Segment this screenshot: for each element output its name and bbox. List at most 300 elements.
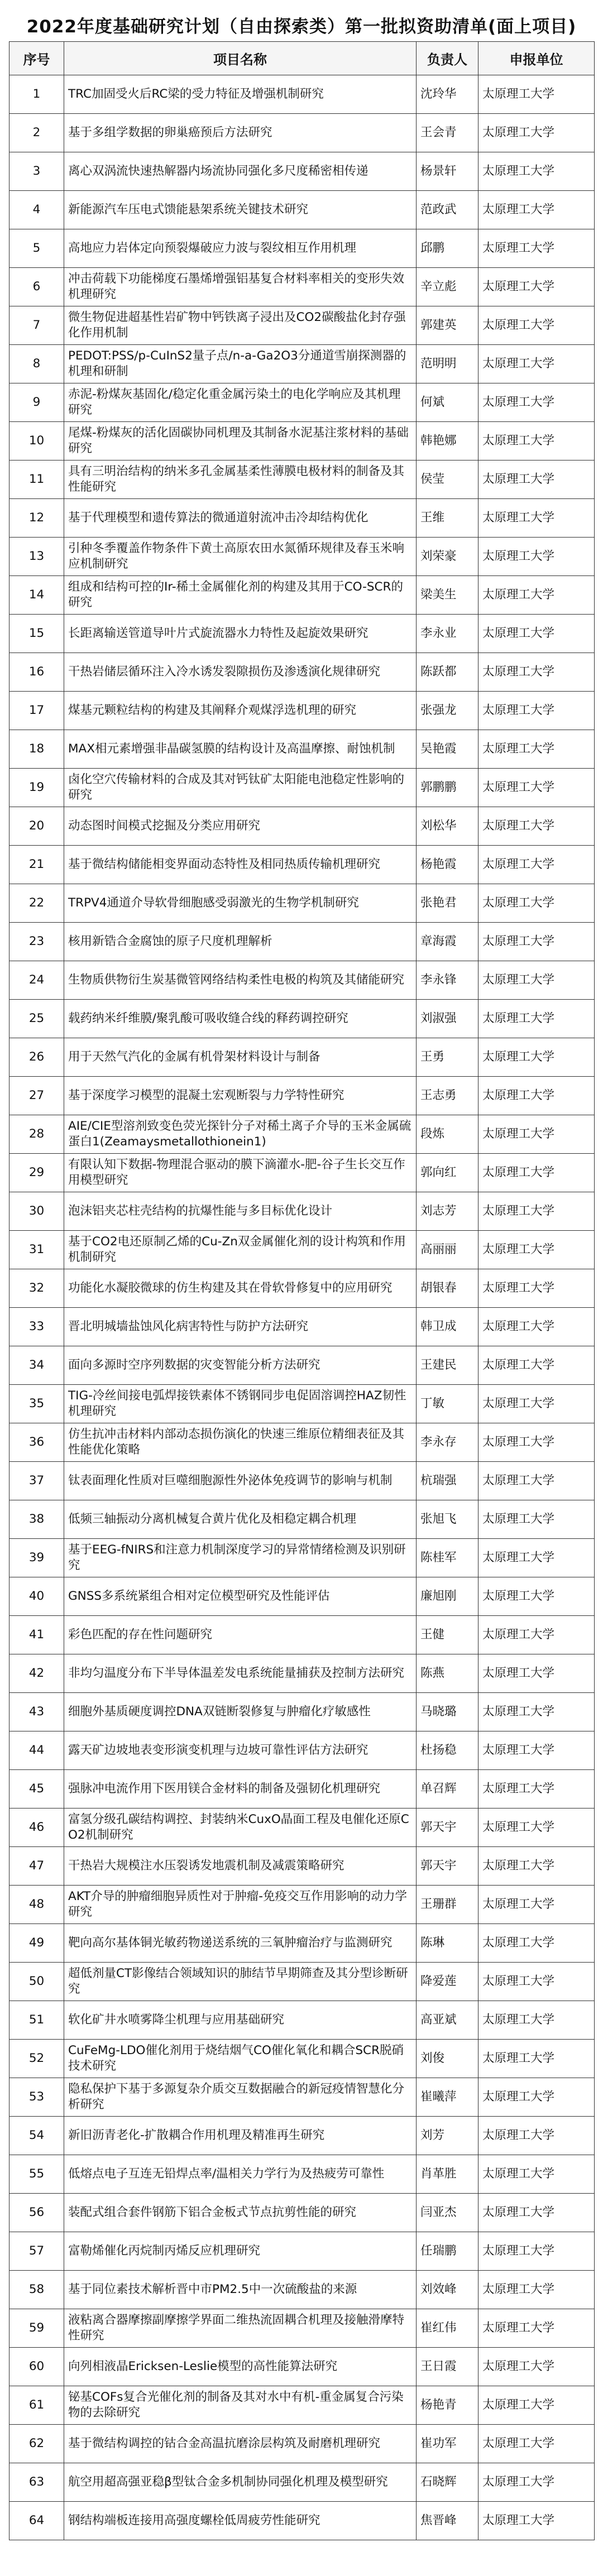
project-name-cell: 软化矿井水喷雾降尘机理与应用基础研究 (64, 2001, 417, 2040)
applicant-unit-cell: 太原理工大学 (478, 615, 595, 653)
table-row (9, 1770, 595, 1809)
table-row (9, 1654, 595, 1693)
table-row (9, 268, 595, 306)
table-body (9, 75, 595, 2540)
header-applicant-unit: 申报单位 (478, 42, 595, 75)
project-name-cell: 赤泥-粉煤灰基固化/稳定化重金属污染土的电化学响应及其机理研究 (64, 383, 417, 422)
applicant-unit-cell: 太原理工大学 (478, 229, 595, 268)
table-row (9, 1192, 595, 1231)
applicant-unit-cell: 太原理工大学 (478, 807, 595, 846)
applicant-unit-cell: 太原理工大学 (478, 422, 595, 460)
serial-number-cell: 61 (9, 2386, 64, 2425)
person-in-charge-cell: 高丽丽 (417, 1231, 478, 1269)
project-name-cell: 露天矿边坡地表变形演变机理与边坡可靠性评估方法研究 (64, 1731, 417, 1770)
project-name-cell: 泡沫铝夹芯柱壳结构的抗爆性能与多目标优化设计 (64, 1192, 417, 1231)
table-row (9, 846, 595, 884)
table-row (9, 75, 595, 114)
table-row (9, 2309, 595, 2348)
table-row (9, 1154, 595, 1192)
table-row (9, 2078, 595, 2117)
project-name-cell: CuFeMg-LDO催化剂用于烧结烟气CO催化氧化和耦合SCR脱硝技术研究 (64, 2040, 417, 2078)
table-row (9, 306, 595, 345)
table-row (9, 1115, 595, 1154)
applicant-unit-cell: 太原理工大学 (478, 1462, 595, 1500)
person-in-charge-cell: 高亚斌 (417, 2001, 478, 2040)
project-name-cell: 用于天然气汽化的金属有机骨架材料设计与制备 (64, 1038, 417, 1077)
applicant-unit-cell: 太原理工大学 (478, 1192, 595, 1231)
person-in-charge-cell: 杨艳霞 (417, 846, 478, 884)
table-row (9, 1385, 595, 1423)
serial-number-cell: 4 (9, 191, 64, 229)
serial-number-cell: 7 (9, 306, 64, 345)
project-name-cell: 航空用超高强亚稳β型钛合金多机制协同强化机理及模型研究 (64, 2463, 417, 2502)
table-row (9, 653, 595, 692)
person-in-charge-cell: 李永存 (417, 1423, 478, 1462)
person-in-charge-cell: 王维 (417, 499, 478, 538)
project-name-cell: 基于多组学数据的卵巢癌预后方法研究 (64, 114, 417, 152)
serial-number-cell: 5 (9, 229, 64, 268)
serial-number-cell: 31 (9, 1231, 64, 1269)
serial-number-cell: 46 (9, 1809, 64, 1847)
applicant-unit-cell: 太原理工大学 (478, 2463, 595, 2502)
serial-number-cell: 47 (9, 1847, 64, 1886)
table-row (9, 961, 595, 1000)
project-name-cell: 载药纳米纤维膜/聚乳酸可吸收缝合线的释药调控研究 (64, 1000, 417, 1038)
project-name-cell: 长距离输送管道导叶片式旋流器水力特性及起旋效果研究 (64, 615, 417, 653)
applicant-unit-cell: 太原理工大学 (478, 152, 595, 191)
applicant-unit-cell: 太原理工大学 (478, 1115, 595, 1154)
table-row (9, 576, 595, 615)
person-in-charge-cell: 杨景轩 (417, 152, 478, 191)
header-serial-number: 序号 (9, 42, 64, 75)
table-row (9, 460, 595, 499)
serial-number-cell: 35 (9, 1385, 64, 1423)
serial-number-cell: 32 (9, 1269, 64, 1308)
project-name-cell: 向列相液晶Ericksen-Leslie模型的高性能算法研究 (64, 2348, 417, 2386)
person-in-charge-cell: 崔功军 (417, 2425, 478, 2463)
project-name-cell: 微生物促进超基性岩矿物中钙铁离子浸出及CO2碳酸盐化封存强化作用机制 (64, 306, 417, 345)
serial-number-cell: 40 (9, 1577, 64, 1616)
project-name-cell: 隐私保护下基于多源复杂介质交互数据融合的新冠疫情智慧化分析研究 (64, 2078, 417, 2117)
project-name-cell: TRC加固受火后RC梁的受力特征及增强机制研究 (64, 75, 417, 114)
table-row (9, 1886, 595, 1924)
serial-number-cell: 59 (9, 2309, 64, 2348)
serial-number-cell: 43 (9, 1693, 64, 1731)
person-in-charge-cell: 范明明 (417, 345, 478, 383)
applicant-unit-cell: 太原理工大学 (478, 499, 595, 538)
person-in-charge-cell: 梁美生 (417, 576, 478, 615)
project-name-cell: 冲击荷载下功能梯度石墨烯增强铝基复合材料率相关的变形失效机理研究 (64, 268, 417, 306)
person-in-charge-cell: 廉旭刚 (417, 1577, 478, 1616)
person-in-charge-cell: 杜扬稳 (417, 1731, 478, 1770)
person-in-charge-cell: 肖革胜 (417, 2155, 478, 2194)
applicant-unit-cell: 太原理工大学 (478, 2194, 595, 2232)
table-row (9, 1346, 595, 1385)
table-row (9, 1924, 595, 1963)
table-row (9, 1693, 595, 1731)
project-name-cell: 基于微结构调控的钴合金高温抗磨涂层构筑及耐磨机理研究 (64, 2425, 417, 2463)
serial-number-cell: 38 (9, 1500, 64, 1539)
serial-number-cell: 39 (9, 1539, 64, 1577)
person-in-charge-cell: 沈玲华 (417, 75, 478, 114)
serial-number-cell: 53 (9, 2078, 64, 2117)
serial-number-cell: 41 (9, 1616, 64, 1654)
project-name-cell: 钛表面理化性质对巨噬细胞源性外泌体免疫调节的影响与机制 (64, 1462, 417, 1500)
applicant-unit-cell: 太原理工大学 (478, 769, 595, 807)
applicant-unit-cell: 太原理工大学 (478, 653, 595, 692)
applicant-unit-cell: 太原理工大学 (478, 730, 595, 769)
serial-number-cell: 34 (9, 1346, 64, 1385)
applicant-unit-cell: 太原理工大学 (478, 2078, 595, 2117)
serial-number-cell: 45 (9, 1770, 64, 1809)
table-row (9, 2463, 595, 2502)
person-in-charge-cell: 何斌 (417, 383, 478, 422)
table-row (9, 499, 595, 538)
serial-number-cell: 21 (9, 846, 64, 884)
applicant-unit-cell: 太原理工大学 (478, 1500, 595, 1539)
project-name-cell: 面向多源时空序列数据的灾变智能分析方法研究 (64, 1346, 417, 1385)
table-row (9, 1423, 595, 1462)
applicant-unit-cell: 太原理工大学 (478, 846, 595, 884)
table-row (9, 1539, 595, 1577)
serial-number-cell: 58 (9, 2271, 64, 2309)
serial-number-cell: 57 (9, 2232, 64, 2271)
serial-number-cell: 62 (9, 2425, 64, 2463)
project-name-cell: 富氢分级孔碳结构调控、封装纳米CuxO晶面工程及电催化还原CO2机制研究 (64, 1809, 417, 1847)
serial-number-cell: 63 (9, 2463, 64, 2502)
applicant-unit-cell: 太原理工大学 (478, 2348, 595, 2386)
applicant-unit-cell: 太原理工大学 (478, 884, 595, 923)
table-row (9, 2001, 595, 2040)
table-row (9, 345, 595, 383)
person-in-charge-cell: 王建民 (417, 1346, 478, 1385)
person-in-charge-cell: 陈琳 (417, 1924, 478, 1963)
serial-number-cell: 44 (9, 1731, 64, 1770)
project-name-cell: 尾煤-粉煤灰的活化固碳协同机理及其制备水泥基注浆材料的基础研究 (64, 422, 417, 460)
person-in-charge-cell: 刘芳 (417, 2117, 478, 2155)
project-name-cell: 晋北明城墙盐蚀风化病害特性与防护方法研究 (64, 1308, 417, 1346)
project-name-cell: 动态图时间模式挖掘及分类应用研究 (64, 807, 417, 846)
table-row (9, 1308, 595, 1346)
applicant-unit-cell: 太原理工大学 (478, 923, 595, 961)
project-name-cell: TIG-冷丝间接电弧焊接铁素体不锈钢同步电促固溶调控HAZ韧性机理研究 (64, 1385, 417, 1423)
header-project-name: 项目名称 (64, 42, 417, 75)
table-row (9, 114, 595, 152)
table-row (9, 383, 595, 422)
project-name-cell: 离心双涡流快速热解器内场流协同强化多尺度稀密相传递 (64, 152, 417, 191)
applicant-unit-cell: 太原理工大学 (478, 1577, 595, 1616)
person-in-charge-cell: 段炼 (417, 1115, 478, 1154)
applicant-unit-cell: 太原理工大学 (478, 576, 595, 615)
applicant-unit-cell: 太原理工大学 (478, 1385, 595, 1423)
person-in-charge-cell: 崔红伟 (417, 2309, 478, 2348)
table-row (9, 229, 595, 268)
serial-number-cell: 25 (9, 1000, 64, 1038)
serial-number-cell: 14 (9, 576, 64, 615)
table-row (9, 1963, 595, 2001)
project-name-cell: 基于代理模型和遗传算法的微通道射流冲击冷却结构优化 (64, 499, 417, 538)
table-row (9, 1038, 595, 1077)
serial-number-cell: 11 (9, 460, 64, 499)
header-person-in-charge: 负责人 (417, 42, 478, 75)
table-row (9, 1500, 595, 1539)
applicant-unit-cell: 太原理工大学 (478, 1924, 595, 1963)
applicant-unit-cell: 太原理工大学 (478, 383, 595, 422)
applicant-unit-cell: 太原理工大学 (478, 1886, 595, 1924)
table-row (9, 2425, 595, 2463)
serial-number-cell: 16 (9, 653, 64, 692)
project-name-cell: 超低剂量CT影像结合领域知识的肺结节早期筛查及其分型诊断研究 (64, 1963, 417, 2001)
serial-number-cell: 55 (9, 2155, 64, 2194)
applicant-unit-cell: 太原理工大学 (478, 1616, 595, 1654)
person-in-charge-cell: 王日霞 (417, 2348, 478, 2386)
person-in-charge-cell: 郭天宇 (417, 1809, 478, 1847)
serial-number-cell: 1 (9, 75, 64, 114)
serial-number-cell: 26 (9, 1038, 64, 1077)
serial-number-cell: 20 (9, 807, 64, 846)
table-row (9, 1269, 595, 1308)
table-row (9, 1731, 595, 1770)
applicant-unit-cell: 太原理工大学 (478, 2386, 595, 2425)
serial-number-cell: 8 (9, 345, 64, 383)
table-row (9, 2194, 595, 2232)
table-row (9, 1077, 595, 1115)
serial-number-cell: 54 (9, 2117, 64, 2155)
person-in-charge-cell: 胡银春 (417, 1269, 478, 1308)
person-in-charge-cell: 韩艳娜 (417, 422, 478, 460)
person-in-charge-cell: 杭瑞强 (417, 1462, 478, 1500)
project-name-cell: 仿生抗冲击材料内部动态损伤演化的快速三维原位精细表征及其性能优化策略 (64, 1423, 417, 1462)
applicant-unit-cell: 太原理工大学 (478, 1077, 595, 1115)
applicant-unit-cell: 太原理工大学 (478, 191, 595, 229)
person-in-charge-cell: 王健 (417, 1616, 478, 1654)
person-in-charge-cell: 丁敏 (417, 1385, 478, 1423)
applicant-unit-cell: 太原理工大学 (478, 345, 595, 383)
applicant-unit-cell: 太原理工大学 (478, 2117, 595, 2155)
applicant-unit-cell: 太原理工大学 (478, 2232, 595, 2271)
applicant-unit-cell: 太原理工大学 (478, 1308, 595, 1346)
applicant-unit-cell: 太原理工大学 (478, 1154, 595, 1192)
applicant-unit-cell: 太原理工大学 (478, 2271, 595, 2309)
project-name-cell: 高地应力岩体定向预裂爆破应力波与裂纹相互作用机理 (64, 229, 417, 268)
table-row (9, 2232, 595, 2271)
serial-number-cell: 6 (9, 268, 64, 306)
serial-number-cell: 30 (9, 1192, 64, 1231)
applicant-unit-cell: 太原理工大学 (478, 1809, 595, 1847)
table-row (9, 2040, 595, 2078)
project-name-cell: 基于同位素技术解析晋中市PM2.5中一次硫酸盐的来源 (64, 2271, 417, 2309)
project-name-cell: 新能源汽车压电式馈能悬架系统关键技术研究 (64, 191, 417, 229)
project-name-cell: 组成和结构可控的Ir-稀土金属催化剂的构建及其用于CO-SCR的研究 (64, 576, 417, 615)
funding-list-table (9, 41, 595, 2540)
person-in-charge-cell: 崔曦萍 (417, 2078, 478, 2117)
table-row (9, 2348, 595, 2386)
serial-number-cell: 28 (9, 1115, 64, 1154)
project-name-cell: 细胞外基质硬度调控DNA双链断裂修复与肿瘤化疗敏感性 (64, 1693, 417, 1731)
project-name-cell: GNSS多系统紧组合相对定位模型研究及性能评估 (64, 1577, 417, 1616)
project-name-cell: 低频三轴振动分离机械复合黄片优化及相稳定耦合机理 (64, 1500, 417, 1539)
table-row (9, 2502, 595, 2540)
serial-number-cell: 12 (9, 499, 64, 538)
serial-number-cell: 49 (9, 1924, 64, 1963)
applicant-unit-cell: 太原理工大学 (478, 1231, 595, 1269)
person-in-charge-cell: 张强龙 (417, 692, 478, 730)
serial-number-cell: 3 (9, 152, 64, 191)
project-name-cell: AIE/CIE型溶剂致变色荧光探针分子对稀土离子介导的玉米金属硫蛋白1(Zeamaysmetallothionein1) (64, 1115, 417, 1154)
project-name-cell: 干热岩大规模注水压裂诱发地震机制及减震策略研究 (64, 1847, 417, 1886)
person-in-charge-cell: 王珊群 (417, 1886, 478, 1924)
applicant-unit-cell: 太原理工大学 (478, 961, 595, 1000)
applicant-unit-cell: 太原理工大学 (478, 1423, 595, 1462)
applicant-unit-cell: 太原理工大学 (478, 2040, 595, 2078)
person-in-charge-cell: 陈燕 (417, 1654, 478, 1693)
table-row (9, 1231, 595, 1269)
project-name-cell: MAX相元素增强非晶碳氢膜的结构设计及高温摩擦、耐蚀机制 (64, 730, 417, 769)
applicant-unit-cell: 太原理工大学 (478, 1346, 595, 1385)
project-name-cell: 液粘离合器摩擦副摩擦学界面二维热流固耦合机理及接触滑摩特性研究 (64, 2309, 417, 2348)
person-in-charge-cell: 刘松华 (417, 807, 478, 846)
applicant-unit-cell: 太原理工大学 (478, 1539, 595, 1577)
applicant-unit-cell: 太原理工大学 (478, 1731, 595, 1770)
serial-number-cell: 23 (9, 923, 64, 961)
applicant-unit-cell: 太原理工大学 (478, 1693, 595, 1731)
person-in-charge-cell: 刘淑强 (417, 1000, 478, 1038)
person-in-charge-cell: 刘效峰 (417, 2271, 478, 2309)
serial-number-cell: 33 (9, 1308, 64, 1346)
table-row (9, 769, 595, 807)
person-in-charge-cell: 邱鹏 (417, 229, 478, 268)
person-in-charge-cell: 王志勇 (417, 1077, 478, 1115)
table-header-row (9, 42, 595, 75)
person-in-charge-cell: 单召辉 (417, 1770, 478, 1809)
table-row (9, 2386, 595, 2425)
project-name-cell: 非均匀温度分布下半导体温差发电系统能量捕获及控制方法研究 (64, 1654, 417, 1693)
applicant-unit-cell: 太原理工大学 (478, 460, 595, 499)
project-name-cell: 低熔点电子互连无铅焊点率/温相关力学行为及热疲劳可靠性 (64, 2155, 417, 2194)
table-row (9, 807, 595, 846)
person-in-charge-cell: 王勇 (417, 1038, 478, 1077)
serial-number-cell: 22 (9, 884, 64, 923)
person-in-charge-cell: 郭鹏鹏 (417, 769, 478, 807)
person-in-charge-cell: 章海霞 (417, 923, 478, 961)
applicant-unit-cell: 太原理工大学 (478, 2001, 595, 2040)
document-title: 2022年度基础研究计划（自由探索类）第一批拟资助清单(面上项目) (26, 17, 577, 37)
project-name-cell: 有限认知下数据-物理混合驱动的膜下滴灌水-肥-谷子生长交互作用模型研究 (64, 1154, 417, 1192)
person-in-charge-cell: 侯莹 (417, 460, 478, 499)
table-row (9, 1847, 595, 1886)
person-in-charge-cell: 郭天宇 (417, 1847, 478, 1886)
person-in-charge-cell: 刘荣豪 (417, 538, 478, 576)
serial-number-cell: 64 (9, 2502, 64, 2540)
project-name-cell: 基于EEG-fNIRS和注意力机制深度学习的异常情绪检测及识别研究 (64, 1539, 417, 1577)
person-in-charge-cell: 任瑞鹏 (417, 2232, 478, 2271)
project-name-cell: 引种冬季覆盖作物条件下黄土高原农田水氮循环规律及春玉米响应机制研究 (64, 538, 417, 576)
serial-number-cell: 10 (9, 422, 64, 460)
person-in-charge-cell: 郭建英 (417, 306, 478, 345)
project-name-cell: 核用新锆合金腐蚀的原子尺度机理解析 (64, 923, 417, 961)
serial-number-cell: 36 (9, 1423, 64, 1462)
person-in-charge-cell: 辛立彪 (417, 268, 478, 306)
project-name-cell: 煤基元颗粒结构的构建及其阐释介观煤浮选机理的研究 (64, 692, 417, 730)
project-name-cell: 卤化空穴传输材料的合成及其对钙钛矿太阳能电池稳定性影响的研究 (64, 769, 417, 807)
person-in-charge-cell: 韩卫成 (417, 1308, 478, 1346)
person-in-charge-cell: 李永锋 (417, 961, 478, 1000)
person-in-charge-cell: 焦晋峰 (417, 2502, 478, 2540)
applicant-unit-cell: 太原理工大学 (478, 2155, 595, 2194)
serial-number-cell: 56 (9, 2194, 64, 2232)
person-in-charge-cell: 王会青 (417, 114, 478, 152)
serial-number-cell: 48 (9, 1886, 64, 1924)
applicant-unit-cell: 太原理工大学 (478, 268, 595, 306)
project-name-cell: AKT介导的肿瘤细胞异质性对于肿瘤-免疫交互作用影响的动力学研究 (64, 1886, 417, 1924)
applicant-unit-cell: 太原理工大学 (478, 1963, 595, 2001)
applicant-unit-cell: 太原理工大学 (478, 75, 595, 114)
serial-number-cell: 37 (9, 1462, 64, 1500)
project-name-cell: 富勒烯催化丙烷制丙烯反应机理研究 (64, 2232, 417, 2271)
applicant-unit-cell: 太原理工大学 (478, 1269, 595, 1308)
applicant-unit-cell: 太原理工大学 (478, 1654, 595, 1693)
person-in-charge-cell: 石晓辉 (417, 2463, 478, 2502)
table-row (9, 152, 595, 191)
project-name-cell: 基于CO2电还原制乙烯的Cu-Zn双金属催化剂的设计构筑和作用机制研究 (64, 1231, 417, 1269)
person-in-charge-cell: 郭向红 (417, 1154, 478, 1192)
person-in-charge-cell: 吴艳霞 (417, 730, 478, 769)
person-in-charge-cell: 范政武 (417, 191, 478, 229)
table-row (9, 1616, 595, 1654)
project-name-cell: 功能化水凝胶微球的仿生构建及其在骨软骨修复中的应用研究 (64, 1269, 417, 1308)
applicant-unit-cell: 太原理工大学 (478, 692, 595, 730)
serial-number-cell: 24 (9, 961, 64, 1000)
project-name-cell: 装配式组合套件钢筋下铝合金板式节点抗剪性能的研究 (64, 2194, 417, 2232)
person-in-charge-cell: 闫亚杰 (417, 2194, 478, 2232)
serial-number-cell: 60 (9, 2348, 64, 2386)
table-row (9, 2155, 595, 2194)
project-name-cell: 生物质供物衍生炭基微管网络结构柔性电极的构筑及其储能研究 (64, 961, 417, 1000)
project-name-cell: 新旧沥青老化-扩散耦合作用机理及精准再生研究 (64, 2117, 417, 2155)
serial-number-cell: 17 (9, 692, 64, 730)
table-row (9, 884, 595, 923)
person-in-charge-cell: 杨艳青 (417, 2386, 478, 2425)
applicant-unit-cell: 太原理工大学 (478, 2425, 595, 2463)
table-row (9, 615, 595, 653)
table-row (9, 1000, 595, 1038)
project-name-cell: 铋基COFs复合光催化剂的制备及其对水中有机-重金属复合污染物的去除研究 (64, 2386, 417, 2425)
project-name-cell: 彩色匹配的存在性问题研究 (64, 1616, 417, 1654)
applicant-unit-cell: 太原理工大学 (478, 2309, 595, 2348)
applicant-unit-cell: 太原理工大学 (478, 1038, 595, 1077)
project-name-cell: 靶向高尔基体铜光敏药物递送系统的三氧肿瘤治疗与监测研究 (64, 1924, 417, 1963)
person-in-charge-cell: 马晓璐 (417, 1693, 478, 1731)
applicant-unit-cell: 太原理工大学 (478, 114, 595, 152)
table-row (9, 692, 595, 730)
table-row (9, 2271, 595, 2309)
person-in-charge-cell: 张旭飞 (417, 1500, 478, 1539)
table-row (9, 2117, 595, 2155)
serial-number-cell: 18 (9, 730, 64, 769)
serial-number-cell: 15 (9, 615, 64, 653)
person-in-charge-cell: 陈桂军 (417, 1539, 478, 1577)
serial-number-cell: 9 (9, 383, 64, 422)
project-name-cell: PEDOT:PSS/p-CuInS2量子点/n-a-Ga2O3分通道雪崩探测器的机理和研制 (64, 345, 417, 383)
serial-number-cell: 52 (9, 2040, 64, 2078)
person-in-charge-cell: 刘俊 (417, 2040, 478, 2078)
project-name-cell: 具有三明治结构的纳米多孔金属基柔性薄膜电极材料的制备及其性能研究 (64, 460, 417, 499)
person-in-charge-cell: 降爱莲 (417, 1963, 478, 2001)
project-name-cell: 基于深度学习模型的混凝土宏观断裂与力学特性研究 (64, 1077, 417, 1115)
project-name-cell: 干热岩储层循环注入冷水诱发裂隙损伤及渗透演化规律研究 (64, 653, 417, 692)
project-name-cell: 钢结构端板连接用高强度螺栓低周疲劳性能研究 (64, 2502, 417, 2540)
table-row (9, 730, 595, 769)
